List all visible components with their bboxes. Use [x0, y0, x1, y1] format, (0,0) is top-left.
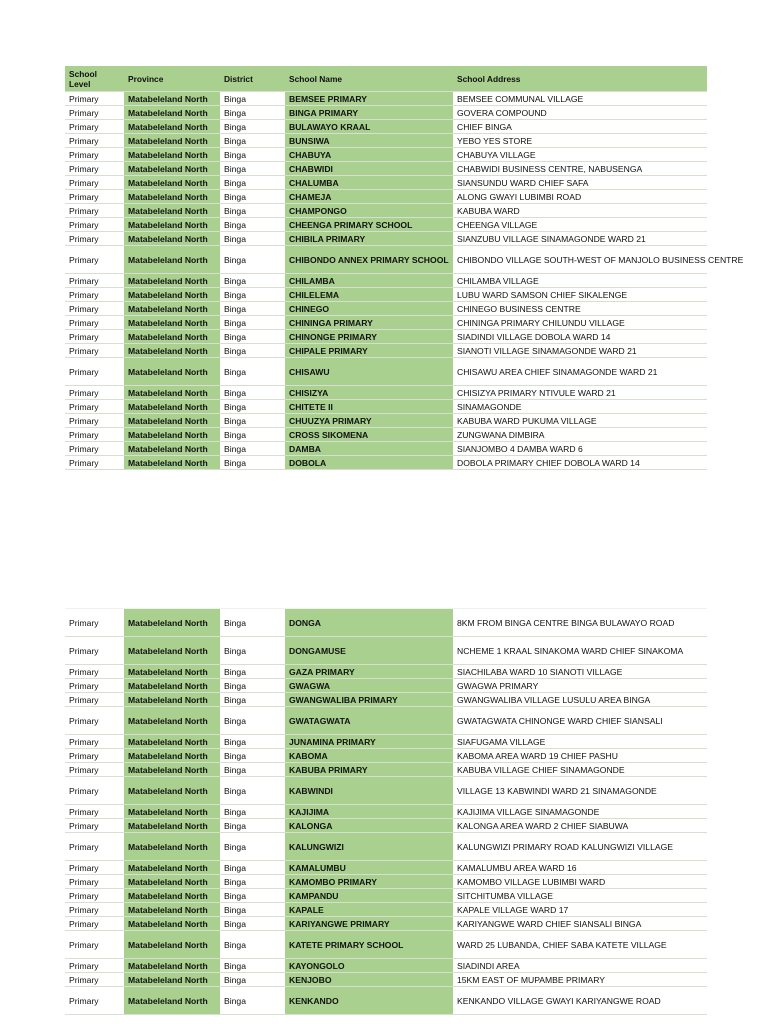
school-address-cell: SIADINDI AREA	[453, 959, 707, 973]
province-cell: Matabeleland North	[124, 358, 220, 386]
district-cell: Binga	[220, 875, 285, 889]
school-name-cell: KABWINDI	[285, 777, 453, 805]
school-name-cell: KALONGA	[285, 819, 453, 833]
province-cell: Matabeleland North	[124, 176, 220, 190]
province-cell: Matabeleland North	[124, 386, 220, 400]
header-school-name: School Name	[285, 66, 453, 92]
school-name-cell: CHAMPONGO	[285, 204, 453, 218]
district-cell: Binga	[220, 735, 285, 749]
school-address-cell: KABOMA AREA WARD 19 CHIEF PASHU	[453, 749, 707, 763]
province-cell: Matabeleland North	[124, 693, 220, 707]
school-name-cell: KENKANDO	[285, 987, 453, 1015]
province-cell: Matabeleland North	[124, 414, 220, 428]
province-cell: Matabeleland North	[124, 875, 220, 889]
table-row	[65, 162, 707, 176]
schools-table-page-1	[65, 66, 744, 470]
table-row	[65, 749, 707, 763]
district-cell: Binga	[220, 330, 285, 344]
table-row	[65, 707, 707, 735]
province-cell: Matabeleland North	[124, 679, 220, 693]
table-row	[65, 386, 707, 400]
school-level-cell: Primary	[65, 162, 124, 176]
school-name-cell: CHALUMBA	[285, 176, 453, 190]
school-address-cell: VILLAGE 13 KABWINDI WARD 21 SINAMAGONDE	[453, 777, 707, 805]
school-address-cell: GOVERA COMPOUND	[453, 106, 707, 120]
table-row	[65, 679, 707, 693]
school-address-cell: CHISIZYA PRIMARY NTIVULE WARD 21	[453, 386, 707, 400]
table-row	[65, 92, 707, 106]
district-cell: Binga	[220, 92, 285, 106]
header-school-address: School Address	[453, 66, 707, 92]
district-cell: Binga	[220, 777, 285, 805]
school-level-cell: Primary	[65, 637, 124, 665]
school-level-cell: Primary	[65, 232, 124, 246]
province-cell: Matabeleland North	[124, 833, 220, 861]
table-row	[65, 428, 707, 442]
school-level-cell: Primary	[65, 456, 124, 470]
school-level-cell: Primary	[65, 903, 124, 917]
school-level-cell: Primary	[65, 400, 124, 414]
table-row	[65, 344, 707, 358]
school-name-cell: KAMOMBO PRIMARY	[285, 875, 453, 889]
table-row	[65, 819, 707, 833]
table-row	[65, 777, 707, 805]
school-address-cell: SIAFUGAMA VILLAGE	[453, 735, 707, 749]
table-row	[65, 414, 707, 428]
province-cell: Matabeleland North	[124, 931, 220, 959]
school-name-cell: KAYONGOLO	[285, 959, 453, 973]
school-name-cell: KENJOBO	[285, 973, 453, 987]
district-cell: Binga	[220, 693, 285, 707]
school-address-cell: CHILAMBA VILLAGE	[453, 274, 707, 288]
province-cell: Matabeleland North	[124, 316, 220, 330]
table-row	[65, 861, 707, 875]
school-address-cell: KENKANDO VILLAGE GWAYI KARIYANGWE ROAD	[453, 987, 707, 1015]
school-name-cell: CHININGA PRIMARY	[285, 316, 453, 330]
school-name-cell: CHEENGA PRIMARY SCHOOL	[285, 218, 453, 232]
school-name-cell: CHAMEJA	[285, 190, 453, 204]
province-cell: Matabeleland North	[124, 609, 220, 637]
school-level-cell: Primary	[65, 344, 124, 358]
province-cell: Matabeleland North	[124, 246, 220, 274]
school-address-cell: KABUBA WARD	[453, 204, 707, 218]
district-cell: Binga	[220, 134, 285, 148]
district-cell: Binga	[220, 749, 285, 763]
school-level-cell: Primary	[65, 777, 124, 805]
province-cell: Matabeleland North	[124, 218, 220, 232]
district-cell: Binga	[220, 763, 285, 777]
header-province: Province	[124, 66, 220, 92]
district-cell: Binga	[220, 889, 285, 903]
province-cell: Matabeleland North	[124, 302, 220, 316]
district-cell: Binga	[220, 917, 285, 931]
school-address-cell: KAMOMBO VILLAGE LUBIMBI WARD	[453, 875, 707, 889]
district-cell: Binga	[220, 805, 285, 819]
school-level-cell: Primary	[65, 679, 124, 693]
table-row	[65, 693, 707, 707]
district-cell: Binga	[220, 232, 285, 246]
table-row	[65, 190, 707, 204]
table-row	[65, 931, 707, 959]
school-address-cell: KAJIJIMA VILLAGE SINAMAGONDE	[453, 805, 707, 819]
school-level-cell: Primary	[65, 889, 124, 903]
school-level-cell: Primary	[65, 707, 124, 735]
schools-table-page-2	[65, 608, 707, 1015]
school-address-cell: CHISAWU AREA CHIEF SINAMAGONDE WARD 21	[453, 358, 707, 386]
school-level-cell: Primary	[65, 302, 124, 316]
school-address-cell: SIACHILABA WARD 10 SIANOTI VILLAGE	[453, 665, 707, 679]
school-name-cell: CROSS SIKOMENA	[285, 428, 453, 442]
district-cell: Binga	[220, 120, 285, 134]
district-cell: Binga	[220, 358, 285, 386]
school-address-cell: LUBU WARD SAMSON CHIEF SIKALENGE	[453, 288, 707, 302]
school-address-cell: SIANJOMBO 4 DAMBA WARD 6	[453, 442, 707, 456]
school-name-cell: KAPALE	[285, 903, 453, 917]
province-cell: Matabeleland North	[124, 442, 220, 456]
district-cell: Binga	[220, 400, 285, 414]
table-row	[65, 246, 707, 274]
district-cell: Binga	[220, 861, 285, 875]
district-cell: Binga	[220, 428, 285, 442]
table-row	[65, 903, 707, 917]
table-body	[65, 92, 744, 470]
school-address-cell: KABUBA VILLAGE CHIEF SINAMAGONDE	[453, 763, 707, 777]
province-cell: Matabeleland North	[124, 162, 220, 176]
school-address-cell: ZUNGWANA DIMBIRA	[453, 428, 707, 442]
table-row	[65, 106, 707, 120]
school-level-cell: Primary	[65, 414, 124, 428]
province-cell: Matabeleland North	[124, 330, 220, 344]
province-cell: Matabeleland North	[124, 274, 220, 288]
school-level-cell: Primary	[65, 428, 124, 442]
province-cell: Matabeleland North	[124, 288, 220, 302]
school-name-cell: CHABWIDI	[285, 162, 453, 176]
school-level-cell: Primary	[65, 959, 124, 973]
school-level-cell: Primary	[65, 763, 124, 777]
school-level-cell: Primary	[65, 609, 124, 637]
province-cell: Matabeleland North	[124, 861, 220, 875]
school-name-cell: GWATAGWATA	[285, 707, 453, 735]
school-name-cell: CHABUYA	[285, 148, 453, 162]
school-level-cell: Primary	[65, 246, 124, 274]
school-name-cell: CHISAWU	[285, 358, 453, 386]
district-cell: Binga	[220, 344, 285, 358]
district-cell: Binga	[220, 162, 285, 176]
district-cell: Binga	[220, 204, 285, 218]
school-address-cell: DOBOLA PRIMARY CHIEF DOBOLA WARD 14	[453, 456, 707, 470]
table-row	[65, 889, 707, 903]
district-cell: Binga	[220, 973, 285, 987]
school-address-cell: KARIYANGWE WARD CHIEF SIANSALI BINGA	[453, 917, 707, 931]
school-address-cell: BEMSEE COMMUNAL VILLAGE	[453, 92, 707, 106]
school-address-cell: CHINEGO BUSINESS CENTRE	[453, 302, 707, 316]
province-cell: Matabeleland North	[124, 400, 220, 414]
district-cell: Binga	[220, 386, 285, 400]
school-address-cell: 15KM EAST OF MUPAMBE PRIMARY	[453, 973, 707, 987]
province-cell: Matabeleland North	[124, 456, 220, 470]
table-row	[65, 442, 707, 456]
table-row	[65, 120, 707, 134]
school-address-cell: KAMALUMBU AREA WARD 16	[453, 861, 707, 875]
school-address-cell: CHIBONDO VILLAGE SOUTH-WEST OF MANJOLO BUSINESS CENTRE	[453, 246, 707, 274]
province-cell: Matabeleland North	[124, 204, 220, 218]
table-row	[65, 959, 707, 973]
district-cell: Binga	[220, 679, 285, 693]
table-row	[65, 316, 707, 330]
district-cell: Binga	[220, 903, 285, 917]
school-name-cell: BINGA PRIMARY	[285, 106, 453, 120]
school-address-cell: KALONGA AREA WARD 2 CHIEF SIABUWA	[453, 819, 707, 833]
table-row	[65, 400, 707, 414]
school-level-cell: Primary	[65, 386, 124, 400]
table-row	[65, 148, 707, 162]
school-address-cell: SIADINDI VILLAGE DOBOLA WARD 14	[453, 330, 707, 344]
district-cell: Binga	[220, 302, 285, 316]
district-cell: Binga	[220, 456, 285, 470]
school-level-cell: Primary	[65, 106, 124, 120]
district-cell: Binga	[220, 665, 285, 679]
school-address-cell: SITCHITUMBA VILLAGE	[453, 889, 707, 903]
school-address-cell: SIANSUNDU WARD CHIEF SAFA	[453, 176, 707, 190]
school-name-cell: KAMPANDU	[285, 889, 453, 903]
district-cell: Binga	[220, 218, 285, 232]
table-row	[65, 805, 707, 819]
school-address-cell: 8KM FROM BINGA CENTRE BINGA BULAWAYO ROAD	[453, 609, 707, 637]
district-cell: Binga	[220, 274, 285, 288]
school-name-cell: CHILELEMA	[285, 288, 453, 302]
province-cell: Matabeleland North	[124, 106, 220, 120]
school-level-cell: Primary	[65, 442, 124, 456]
district-cell: Binga	[220, 414, 285, 428]
province-cell: Matabeleland North	[124, 805, 220, 819]
province-cell: Matabeleland North	[124, 763, 220, 777]
school-level-cell: Primary	[65, 316, 124, 330]
school-level-cell: Primary	[65, 987, 124, 1015]
province-cell: Matabeleland North	[124, 819, 220, 833]
school-address-cell: CHEENGA VILLAGE	[453, 218, 707, 232]
school-name-cell: DAMBA	[285, 442, 453, 456]
school-name-cell: GWANGWALIBA PRIMARY	[285, 693, 453, 707]
school-address-cell: ALONG GWAYI LUBIMBI ROAD	[453, 190, 707, 204]
school-name-cell: CHIBILA PRIMARY	[285, 232, 453, 246]
school-level-cell: Primary	[65, 330, 124, 344]
school-level-cell: Primary	[65, 819, 124, 833]
school-level-cell: Primary	[65, 190, 124, 204]
table-row	[65, 833, 707, 861]
table-row	[65, 456, 707, 470]
province-cell: Matabeleland North	[124, 190, 220, 204]
school-name-cell: DOBOLA	[285, 456, 453, 470]
school-name-cell: CHILAMBA	[285, 274, 453, 288]
table-row	[65, 302, 707, 316]
school-level-cell: Primary	[65, 204, 124, 218]
school-name-cell: KABUBA PRIMARY	[285, 763, 453, 777]
school-address-cell: YEBO YES STORE	[453, 134, 707, 148]
table-row	[65, 358, 707, 386]
province-cell: Matabeleland North	[124, 344, 220, 358]
school-address-cell: SIANZUBU VILLAGE SINAMAGONDE WARD 21	[453, 232, 707, 246]
province-cell: Matabeleland North	[124, 120, 220, 134]
school-level-cell: Primary	[65, 693, 124, 707]
school-level-cell: Primary	[65, 875, 124, 889]
header-district: District	[220, 66, 285, 92]
district-cell: Binga	[220, 609, 285, 637]
province-cell: Matabeleland North	[124, 707, 220, 735]
school-level-cell: Primary	[65, 861, 124, 875]
school-address-cell: CHABUYA VILLAGE	[453, 148, 707, 162]
table-row	[65, 875, 707, 889]
table-row	[65, 204, 707, 218]
province-cell: Matabeleland North	[124, 735, 220, 749]
school-name-cell: DONGAMUSE	[285, 637, 453, 665]
school-name-cell: KAMALUMBU	[285, 861, 453, 875]
province-cell: Matabeleland North	[124, 665, 220, 679]
district-cell: Binga	[220, 106, 285, 120]
table-row	[65, 218, 707, 232]
table-row	[65, 763, 707, 777]
province-cell: Matabeleland North	[124, 428, 220, 442]
table-row	[65, 288, 707, 302]
school-name-cell: CHINONGE PRIMARY	[285, 330, 453, 344]
province-cell: Matabeleland North	[124, 959, 220, 973]
school-level-cell: Primary	[65, 749, 124, 763]
table-row	[65, 609, 707, 637]
school-level-cell: Primary	[65, 134, 124, 148]
school-name-cell: CHINEGO	[285, 302, 453, 316]
province-cell: Matabeleland North	[124, 917, 220, 931]
school-name-cell: DONGA	[285, 609, 453, 637]
school-level-cell: Primary	[65, 288, 124, 302]
school-name-cell: GAZA PRIMARY	[285, 665, 453, 679]
table-row	[65, 973, 707, 987]
table-row	[65, 637, 707, 665]
school-name-cell: CHIBONDO ANNEX PRIMARY SCHOOL	[285, 246, 453, 274]
school-level-cell: Primary	[65, 358, 124, 386]
school-name-cell: CHITETE II	[285, 400, 453, 414]
school-level-cell: Primary	[65, 218, 124, 232]
district-cell: Binga	[220, 987, 285, 1015]
district-cell: Binga	[220, 148, 285, 162]
school-address-cell: KAPALE VILLAGE WARD 17	[453, 903, 707, 917]
province-cell: Matabeleland North	[124, 637, 220, 665]
district-cell: Binga	[220, 959, 285, 973]
school-level-cell: Primary	[65, 274, 124, 288]
school-address-cell: CHIEF BINGA	[453, 120, 707, 134]
school-level-cell: Primary	[65, 805, 124, 819]
province-cell: Matabeleland North	[124, 134, 220, 148]
province-cell: Matabeleland North	[124, 987, 220, 1015]
district-cell: Binga	[220, 931, 285, 959]
school-name-cell: CHISIZYA	[285, 386, 453, 400]
school-address-cell: CHABWIDI BUSINESS CENTRE, NABUSENGA	[453, 162, 707, 176]
district-cell: Binga	[220, 819, 285, 833]
school-address-cell: WARD 25 LUBANDA, CHIEF SABA KATETE VILLAGE	[453, 931, 707, 959]
district-cell: Binga	[220, 833, 285, 861]
district-cell: Binga	[220, 246, 285, 274]
district-cell: Binga	[220, 637, 285, 665]
school-name-cell: GWAGWA	[285, 679, 453, 693]
province-cell: Matabeleland North	[124, 232, 220, 246]
school-level-cell: Primary	[65, 176, 124, 190]
province-cell: Matabeleland North	[124, 889, 220, 903]
table-row	[65, 274, 707, 288]
district-cell: Binga	[220, 316, 285, 330]
header-school-level: School Level	[65, 66, 124, 92]
school-level-cell: Primary	[65, 735, 124, 749]
province-cell: Matabeleland North	[124, 903, 220, 917]
school-name-cell: KALUNGWIZI	[285, 833, 453, 861]
school-name-cell: CHUUZYA PRIMARY	[285, 414, 453, 428]
district-cell: Binga	[220, 442, 285, 456]
province-cell: Matabeleland North	[124, 973, 220, 987]
school-name-cell: KATETE PRIMARY SCHOOL	[285, 931, 453, 959]
school-address-cell: GWANGWALIBA VILLAGE LUSULU AREA BINGA	[453, 693, 707, 707]
school-level-cell: Primary	[65, 931, 124, 959]
province-cell: Matabeleland North	[124, 777, 220, 805]
school-name-cell: BEMSEE PRIMARY	[285, 92, 453, 106]
school-name-cell: KARIYANGWE PRIMARY	[285, 917, 453, 931]
header-row	[65, 66, 707, 92]
school-name-cell: CHIPALE PRIMARY	[285, 344, 453, 358]
school-address-cell: KALUNGWIZI PRIMARY ROAD KALUNGWIZI VILLAGE	[453, 833, 707, 861]
school-address-cell: GWAGWA PRIMARY	[453, 679, 707, 693]
school-address-cell: KABUBA WARD PUKUMA VILLAGE	[453, 414, 707, 428]
school-level-cell: Primary	[65, 833, 124, 861]
district-cell: Binga	[220, 176, 285, 190]
province-cell: Matabeleland North	[124, 148, 220, 162]
table-row	[65, 176, 707, 190]
school-address-cell: CHININGA PRIMARY CHILUNDU VILLAGE	[453, 316, 707, 330]
school-name-cell: BUNSIWA	[285, 134, 453, 148]
school-address-cell: SINAMAGONDE	[453, 400, 707, 414]
school-name-cell: KAJIJIMA	[285, 805, 453, 819]
school-level-cell: Primary	[65, 120, 124, 134]
table-row	[65, 232, 707, 246]
district-cell: Binga	[220, 288, 285, 302]
school-level-cell: Primary	[65, 917, 124, 931]
school-level-cell: Primary	[65, 92, 124, 106]
table-row	[65, 987, 707, 1015]
school-address-cell: NCHEME 1 KRAAL SINAKOMA WARD CHIEF SINAKOMA	[453, 637, 707, 665]
school-level-cell: Primary	[65, 148, 124, 162]
province-cell: Matabeleland North	[124, 749, 220, 763]
table-body	[65, 609, 707, 1015]
province-cell: Matabeleland North	[124, 92, 220, 106]
school-level-cell: Primary	[65, 665, 124, 679]
table-row	[65, 330, 707, 344]
school-level-cell: Primary	[65, 973, 124, 987]
school-address-cell: SIANOTI VILLAGE SINAMAGONDE WARD 21	[453, 344, 707, 358]
school-name-cell: KABOMA	[285, 749, 453, 763]
district-cell: Binga	[220, 707, 285, 735]
table-row	[65, 134, 707, 148]
table-row	[65, 735, 707, 749]
school-name-cell: BULAWAYO KRAAL	[285, 120, 453, 134]
table-row	[65, 665, 707, 679]
table-row	[65, 917, 707, 931]
district-cell: Binga	[220, 190, 285, 204]
school-name-cell: JUNAMINA PRIMARY	[285, 735, 453, 749]
school-address-cell: GWATAGWATA CHINONGE WARD CHIEF SIANSALI	[453, 707, 707, 735]
